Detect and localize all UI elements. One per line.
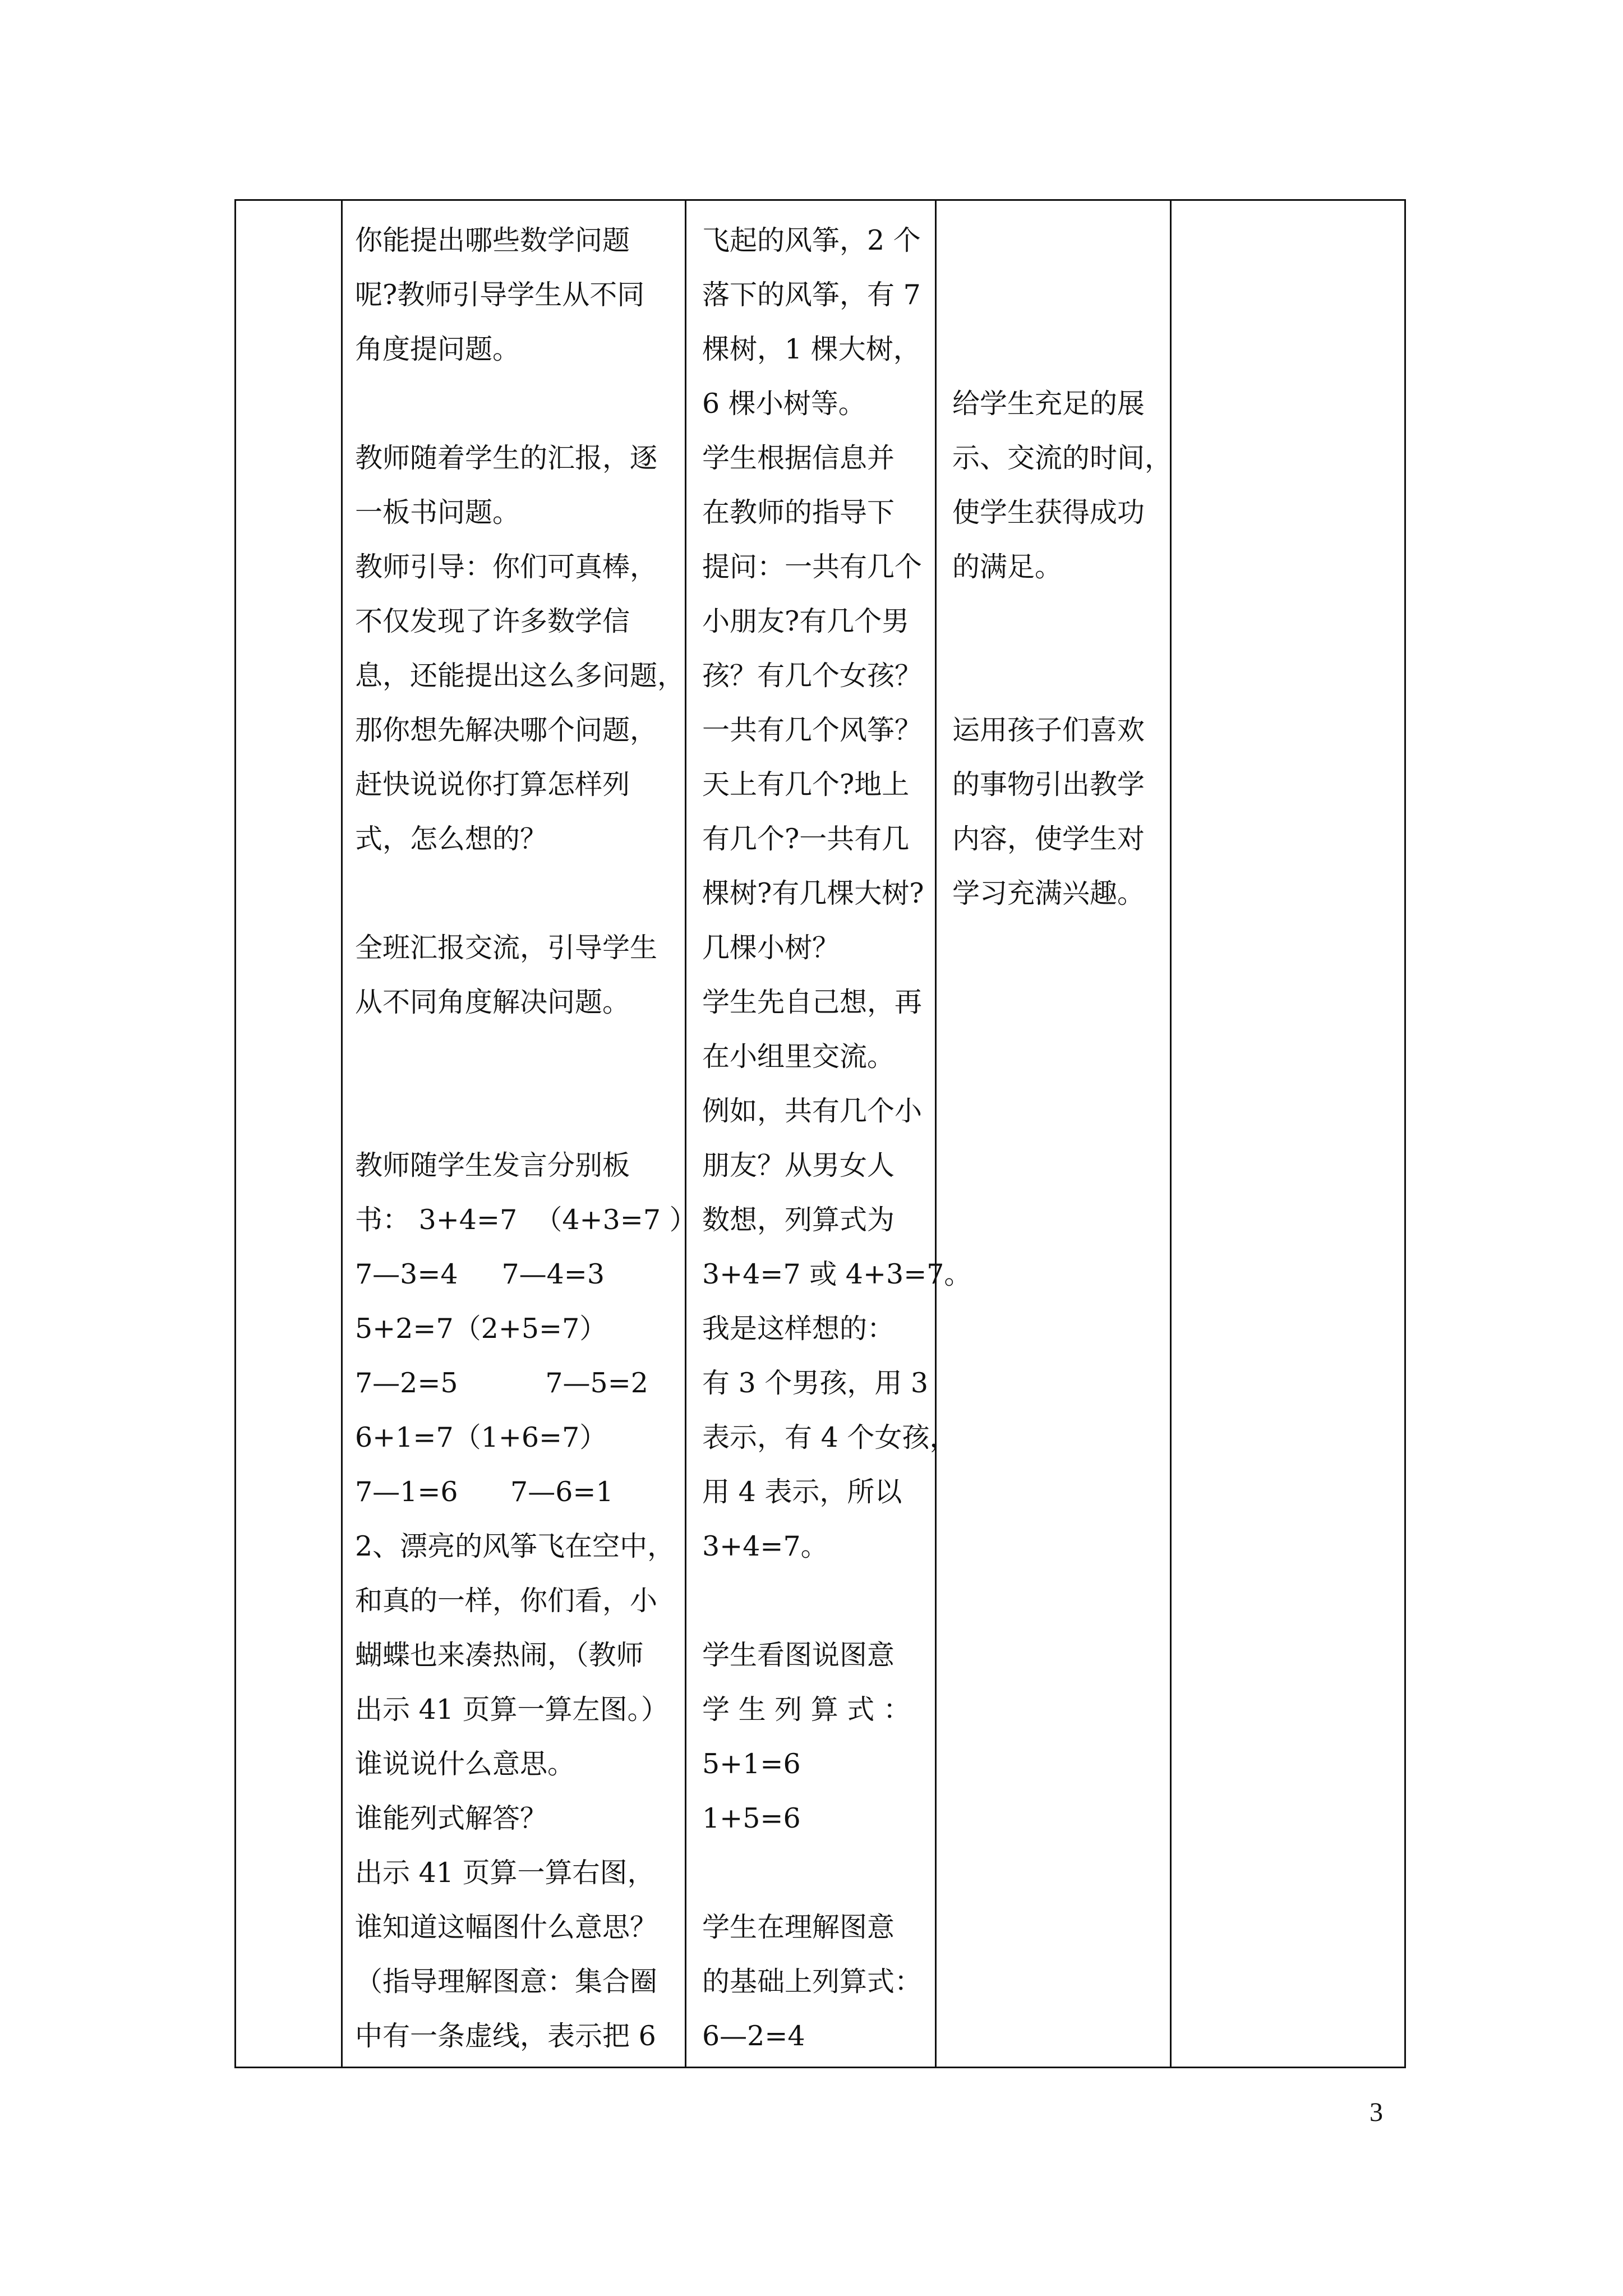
- teacher-text-line: 5+2=7（2+5=7）: [355, 1313, 607, 1345]
- student-text-line: 6—2=4: [702, 2020, 805, 2052]
- student-text-line: 1+5=6: [702, 1802, 801, 1834]
- stage-column-cell: [236, 200, 342, 2068]
- teacher-text-line: 赶快说说你打算怎样列: [355, 769, 630, 800]
- teacher-text-line: 谁知道这幅图什么意思？: [355, 1911, 658, 1943]
- intent-text-line: 示、交流的时间，: [952, 442, 1173, 474]
- table-row: [236, 200, 1405, 2068]
- student-activity-cell: [686, 200, 972, 2068]
- teacher-text-line: 书： 3+4=7 （4+3=7 ）: [355, 1204, 697, 1236]
- student-text-line: 几棵小树？: [702, 932, 840, 964]
- teacher-text-line: 出示 41 页算一算左图。）: [355, 1694, 669, 1726]
- intent-text-line: [952, 594, 1170, 648]
- teacher-text-line: 6+1=7（1+6=7）: [355, 1421, 607, 1453]
- intent-text-line: [952, 648, 1170, 703]
- teacher-text-line: [355, 1029, 685, 1084]
- notes-column-cell: [1171, 200, 1405, 2068]
- student-text-line: 一共有几个风筝？: [702, 714, 923, 746]
- teacher-text-line: [355, 866, 685, 921]
- intent-text-line: 学习充满兴趣。: [952, 877, 1145, 909]
- teacher-text-line: （指导理解图意：集合圈: [355, 1966, 658, 1998]
- teacher-text-line: 息，还能提出这么多问题，: [355, 660, 685, 692]
- teacher-text-line: 7—2=5 7—5=2: [355, 1367, 648, 1399]
- intent-text-line: 的事物引出教学: [952, 769, 1145, 800]
- student-text-line: 朋友？从男女人: [702, 1149, 895, 1181]
- student-text-line: 在教师的指导下: [702, 496, 895, 528]
- student-text-line: 提问：一共有几个: [702, 551, 923, 583]
- teacher-text-line: 从不同角度解决问题。: [355, 986, 630, 1018]
- page-number: 3: [1370, 2097, 1383, 2127]
- teacher-text-line: 教师随着学生的汇报，逐: [355, 442, 658, 474]
- teacher-text-line: 呢?教师引导学生从不同: [355, 279, 645, 311]
- teacher-text-line: 一板书问题。: [355, 496, 520, 528]
- teacher-text-line: 蝴蝶也来凑热闹，（教师: [355, 1639, 644, 1671]
- student-text-line: 学生看图说图意: [702, 1639, 895, 1671]
- teacher-text-line: 教师引导：你们可真棒，: [355, 551, 658, 583]
- student-text-line: 有 3 个男孩，用 3: [702, 1367, 929, 1399]
- student-text-line: 有几个?一共有几: [702, 823, 910, 855]
- teacher-text-line: 式，怎么想的？: [355, 823, 548, 855]
- teacher-text-line: 角度提问题。: [355, 333, 520, 365]
- teacher-text-line: 谁说说什么意思。: [355, 1748, 575, 1780]
- intent-text-line: 给学生充足的展: [952, 388, 1145, 420]
- teacher-text-line: [355, 376, 685, 431]
- student-text-line: 我是这样想的：: [702, 1313, 895, 1345]
- intent-text-line: 运用孩子们喜欢: [952, 714, 1145, 746]
- teacher-text-line: 你能提出哪些数学问题: [355, 224, 630, 256]
- teacher-text-line: 2、漂亮的风筝飞在空中，: [355, 1530, 675, 1562]
- student-text-line: 学 生 列 算 式 ：: [702, 1694, 911, 1726]
- student-text-line: 用 4 表示，所以: [702, 1476, 902, 1508]
- intent-text-line: 使学生获得成功: [952, 496, 1145, 528]
- teacher-text-line: 那你想先解决哪个问题，: [355, 714, 658, 746]
- intent-text-line: [952, 268, 1170, 322]
- intent-text-line: [952, 213, 1170, 268]
- student-text-line: 小朋友?有几个男: [702, 605, 910, 637]
- student-text-line: 孩？有几个女孩？: [702, 660, 923, 692]
- teacher-text-line: 7—3=4 7—4=3: [355, 1258, 605, 1290]
- student-text-line: 的基础上列算式：: [702, 1966, 923, 1998]
- student-text-line: [702, 1846, 935, 1900]
- teacher-text-line: 谁能列式解答？: [355, 1802, 548, 1834]
- teacher-text-line: 不仅发现了许多数学信: [355, 605, 630, 637]
- student-text-line: 学生根据信息并: [702, 442, 895, 474]
- student-text-line: 落下的风筝，有 7: [702, 279, 921, 311]
- student-text-line: 棵树?有几棵大树?: [702, 877, 924, 909]
- teacher-activity-cell: [342, 200, 697, 2068]
- student-text-line: 表示，有 4 个女孩，: [702, 1421, 957, 1453]
- teacher-text-line: 和真的一样，你们看，小: [355, 1585, 658, 1617]
- student-text-line: 3+4=7。: [702, 1530, 828, 1562]
- student-text-line: 6 棵小树等。: [702, 388, 866, 420]
- teacher-text-line: 教师随学生发言分别板: [355, 1149, 630, 1181]
- intent-text-line: [952, 322, 1170, 376]
- student-text-line: 天上有几个?地上: [702, 769, 910, 800]
- lesson-plan-table: [234, 199, 1406, 2068]
- student-text-line: 5+1=6: [702, 1748, 801, 1780]
- student-text-line: 例如，共有几个小: [702, 1095, 923, 1127]
- student-text-line: 在小组里交流。: [702, 1041, 895, 1073]
- intent-text-line: 的满足。: [952, 551, 1063, 583]
- teacher-text-line: 出示 41 页算一算右图，: [355, 1857, 655, 1889]
- student-text-line: 飞起的风筝，2 个: [702, 224, 921, 256]
- design-intent-cell: [936, 200, 1171, 2068]
- teacher-text-line: [355, 1084, 685, 1138]
- teacher-text-line: 7—1=6 7—6=1: [355, 1476, 614, 1508]
- student-text-line: 数想，列算式为: [702, 1204, 895, 1236]
- teacher-text-line: 全班汇报交流，引导学生: [355, 932, 658, 964]
- student-text-line: 学生在理解图意: [702, 1911, 895, 1943]
- intent-text-line: 内容，使学生对: [952, 823, 1145, 855]
- student-text-line: 3+4=7 或 4+3=7。: [702, 1258, 972, 1290]
- student-text-line: 棵树，1 棵大树，: [702, 333, 921, 365]
- teacher-text-line: 中有一条虚线，表示把 6: [355, 2020, 656, 2052]
- student-text-line: 学生先自己想，再: [702, 986, 923, 1018]
- student-text-line: [702, 1573, 935, 1628]
